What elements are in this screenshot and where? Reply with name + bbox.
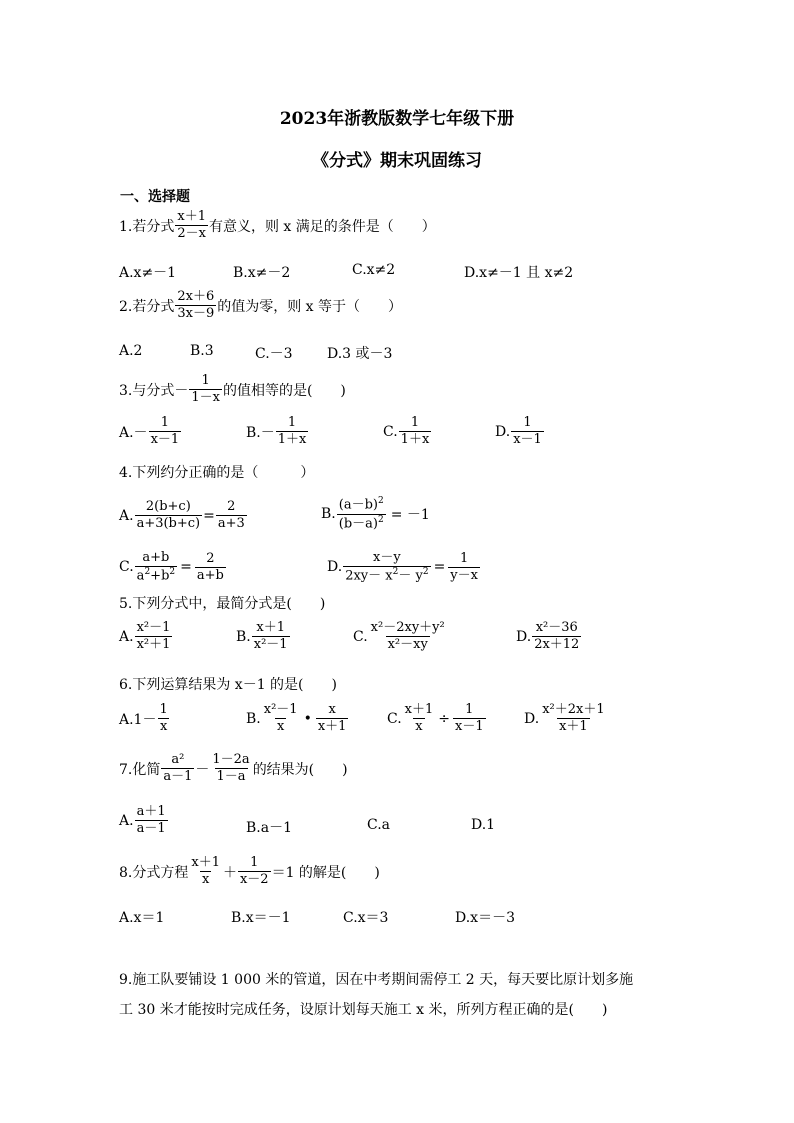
- q8-option-c[interactable]: C.x＝3: [343, 910, 389, 926]
- q7-option-b[interactable]: B.a－1: [246, 820, 292, 836]
- question-9-line-2: 工 30 米才能按时完成任务，设原计划每天施工 x 米，所列方程正确的是( ): [119, 1002, 608, 1018]
- q3-option-a[interactable]: A.－ $\frac{1}{x-1}$: [119, 415, 180, 448]
- q5-option-a[interactable]: A. $\frac{\text{x²－1}}{\text{x²＋1}}$: [119, 620, 171, 653]
- q3-option-d[interactable]: D. $\frac{1}{x-1}$: [495, 415, 542, 448]
- q5-option-b[interactable]: B. $\frac{x+1}{\text{x²－1}}$: [236, 620, 288, 653]
- section-heading: 一、选择题: [120, 189, 190, 205]
- q2-option-c[interactable]: C.－3: [255, 346, 293, 362]
- question-9-line-1: 9.施工队要铺设 1 000 米的管道，因在中考期间需停工 2 天，每天要比原计划多施: [119, 972, 634, 988]
- q6-option-c[interactable]: C. $\frac{x+1}{x}$ ÷ $\frac{1}{x-1}$: [387, 702, 484, 735]
- q7-option-d[interactable]: D.1: [471, 817, 496, 833]
- q1-option-a[interactable]: A.x≠－1: [119, 265, 177, 281]
- q4-option-a[interactable]: A. $\frac{2(b+c)}{a+3(b+c)}$ = $\frac{2}{a+3}$: [119, 499, 245, 532]
- question-5-stem: 5.下列分式中，最简分式是( ): [119, 596, 326, 612]
- fraction: $\frac{2x+6}{3x-9}$: [177, 289, 215, 322]
- question-4-stem: 4.下列约分正确的是（ ）: [119, 465, 315, 481]
- q1-option-c[interactable]: C.x≠2: [352, 262, 396, 278]
- question-7-stem: 7.化简 $\frac{\text{a²}}{a-1}$ － $\frac{1-2a}{1-a}$ 的结果为( ): [119, 752, 348, 785]
- q2-option-a[interactable]: A.2: [119, 343, 143, 359]
- q7-option-a[interactable]: A. $\frac{a+1}{a-1}$: [119, 804, 166, 837]
- fraction: $\frac{x+1}{2-x}$: [177, 209, 206, 242]
- q8-option-d[interactable]: D.x＝－3: [455, 910, 515, 926]
- question-3-stem: 3.与分式－ $\frac{1}{1-x}$ 的值相等的是( ): [119, 373, 346, 406]
- question-8-stem: 8.分式方程 $\frac{x+1}{x}$ ＋ $\frac{1}{x-2}$ ＝1 的解是( ): [119, 855, 380, 888]
- question-1-stem: 1.若分式 $\frac{x+1}{2-x}$ 有意义，则 x 满足的条件是（ ）: [119, 209, 436, 242]
- q2-option-d[interactable]: D.3 或－3: [327, 346, 393, 362]
- q8-option-b[interactable]: B.x＝－1: [231, 910, 291, 926]
- q5-option-d[interactable]: D. $\frac{\text{x²－36}}{2x+12}$: [516, 620, 580, 653]
- q4-option-c[interactable]: C. $\frac{a+b}{a^2+b^2}$ = $\frac{2}{a+b}$: [119, 550, 224, 584]
- q1-option-d[interactable]: D.x≠－1 且 x≠2: [464, 265, 574, 281]
- q3-option-c[interactable]: C. $\frac{1}{1+x}$: [383, 415, 430, 448]
- q4-option-b[interactable]: B. $\frac{(a-b)^2}{(b-a)^2}$ = －1: [321, 496, 430, 531]
- q1-option-b[interactable]: B.x≠－2: [233, 265, 291, 281]
- q7-option-c[interactable]: C.a: [367, 817, 391, 833]
- q6-option-b[interactable]: B. $\frac{\text{x²－1}}{x}$ • $\frac{x}{x+1}$: [246, 702, 347, 735]
- q6-option-d[interactable]: D. $\frac{\text{x²＋2x＋1}}{x+1}$: [524, 702, 605, 735]
- document-subtitle: 《分式》期末巩固练习: [312, 151, 482, 171]
- q4-option-d[interactable]: D. $\frac{x-y}{2xy- x^2- y^2}$ = $\frac{1}{y-x}$: [327, 550, 478, 584]
- q8-option-a[interactable]: A.x＝1: [119, 910, 165, 926]
- q2-option-b[interactable]: B.3: [190, 343, 214, 359]
- question-6-stem: 6.下列运算结果为 x－1 的是( ): [119, 677, 337, 693]
- fraction: $\frac{1}{1-x}$: [191, 373, 220, 406]
- q6-option-a[interactable]: A.1－ $\frac{1}{x}$: [119, 702, 168, 735]
- document-title: 2023年浙教版数学七年级下册: [279, 109, 515, 129]
- q5-option-c[interactable]: C. $\frac{\text{x²－2xy＋y²}}{\text{x²－xy}}$: [353, 620, 445, 653]
- question-2-stem: 2.若分式 $\frac{2x+6}{3x-9}$ 的值为零，则 x 等于（ ）: [119, 289, 403, 322]
- q3-option-b[interactable]: B.－ $\frac{1}{1+x}$: [246, 415, 307, 448]
